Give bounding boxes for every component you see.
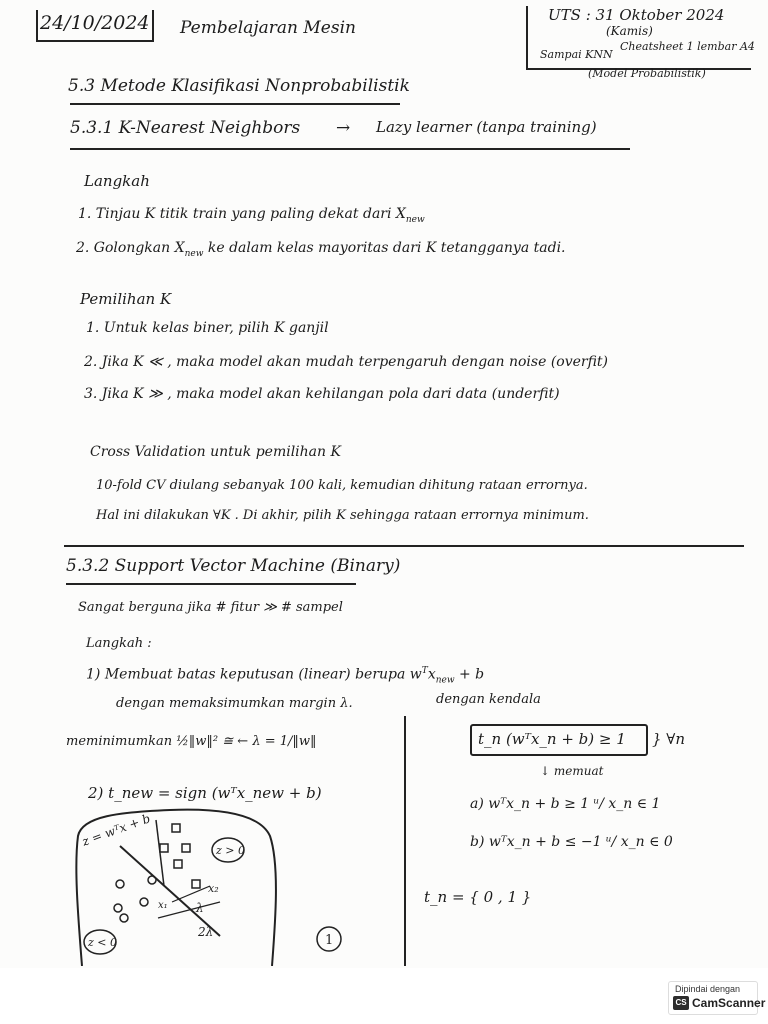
arrow-icon: → — [336, 118, 351, 138]
course-title: Pembelajaran Mesin — [180, 18, 356, 38]
k-rule-1: 1. Untuk kelas biner, pilih K ganjil — [86, 320, 329, 336]
scanner-caption: Dipindai dengan — [675, 984, 741, 994]
section-divider — [64, 545, 744, 547]
class-0-point — [114, 904, 122, 912]
z-positive-label: z > 0 — [216, 844, 246, 857]
uts-model: (Model Probabilistik) — [588, 67, 706, 80]
uts-cheatsheet: Cheatsheet 1 lembar A4 — [620, 40, 755, 53]
svm-step-1-margin: dengan memaksimumkan margin λ. — [116, 696, 353, 711]
lambda-arrow — [172, 886, 210, 902]
cv-heading: Cross Validation untuk pemilihan K — [90, 444, 341, 460]
scan-footer — [0, 968, 768, 1024]
svm-minimize: meminimumkan ½‖w‖² ≅ ← λ = 1/‖w‖ — [66, 734, 317, 749]
class-0-point — [120, 914, 128, 922]
knn-step-1: 1. Tinjau K titik train yang paling dekat dari $X_{new}$ — [78, 206, 425, 225]
lazy-learner-note: Lazy learner (tanpa training) — [376, 118, 597, 136]
section-531-title: 5.3.1 K-Nearest Neighbors — [70, 118, 301, 138]
scanner-brand — [673, 996, 765, 1010]
svm-constraint: t_n (wᵀx_n + b) ≥ 1 — [478, 730, 626, 748]
point-x1-label: x₁ — [158, 900, 168, 911]
class-0-point — [140, 898, 148, 906]
svm-target-set: t_n = { 0 , 1 } — [424, 888, 532, 906]
cv-line-1: 10-fold CV diulang sebanyak 100 kali, kemudian dihitung rataan errornya. — [96, 478, 588, 493]
class-0-point — [148, 876, 156, 884]
camscanner-logo-icon: CS — [673, 996, 689, 1010]
svm-case-a: a) wᵀx_n + b ≥ 1 ᵘ/ x_n ∈ 1 — [470, 796, 661, 812]
k-rule-2: 2. Jika K ≪ , maka model akan mudah terpengaruh dengan noise (overfit) — [84, 354, 609, 370]
section-531-underline — [70, 148, 630, 150]
class-1-point — [172, 824, 180, 832]
class-1-point — [160, 844, 168, 852]
svm-constraint-intro: dengan kendala — [436, 692, 541, 707]
z-negative-label: z < 0 — [88, 936, 118, 949]
knn-step-2: 2. Golongkan $X_{new}$ ke dalam kelas mayoritas dari K tetangganya tadi. — [76, 240, 566, 259]
svm-useful-note: Sangat berguna jika # fitur ≫ # sampel — [78, 600, 343, 615]
svm-steps-heading: Langkah : — [86, 636, 152, 651]
section-53-title: 5.3 Metode Klasifikasi Nonprobabilistik — [68, 76, 410, 96]
two-lambda-label: 2λ — [198, 925, 214, 939]
svm-forall: } ∀n — [652, 730, 686, 748]
k-rule-3: 3. Jika K ≫ , maka model akan kehilangan pola dari data (underfit) — [84, 386, 560, 402]
class-1-point — [192, 880, 200, 888]
decision-boundary — [120, 846, 220, 936]
uts-date: UTS : 31 Oktober 2024 — [548, 6, 725, 24]
svm-step-2: 2) t_new = sign (wᵀx_new + b) — [88, 784, 322, 802]
column-divider — [404, 716, 406, 966]
svm-step-1: 1) Membuat batas keputusan (linear) berupa $w^Tx_{new} + b$ — [86, 666, 485, 686]
lambda-label: λ — [196, 901, 204, 915]
date: 24/10/2024 — [40, 12, 150, 34]
class-0-point — [116, 880, 124, 888]
class-1-point — [174, 860, 182, 868]
svm-memuat: ↓ memuat — [540, 764, 604, 778]
cv-line-2: Hal ini dilakukan ∀K . Di akhir, pilih K sehingga rataan errornya minimum. — [96, 508, 589, 523]
k-selection-heading: Pemilihan K — [80, 290, 172, 308]
knn-steps-heading: Langkah — [84, 172, 150, 190]
section-532-title: 5.3.2 Support Vector Machine (Binary) — [66, 556, 401, 576]
section-532-underline — [66, 583, 356, 585]
scanner-brand-name: CamScanner — [692, 996, 766, 1010]
svm-diagram — [60, 806, 300, 966]
page-number-circle — [314, 924, 344, 954]
point-x2-label: x₂ — [208, 882, 219, 895]
margin-line — [156, 820, 164, 886]
uts-scope: Sampai KNN — [540, 48, 613, 61]
svm-case-b: b) wᵀx_n + b ≤ −1 ᵘ/ x_n ∈ 0 — [470, 834, 673, 850]
class-1-point — [182, 844, 190, 852]
section-53-underline — [70, 103, 400, 105]
boundary-equation: z = wᵀx + b — [80, 811, 153, 849]
camscanner-stamp — [668, 981, 766, 1015]
uts-day: (Kamis) — [606, 24, 653, 38]
page-number: 1 — [325, 933, 334, 948]
